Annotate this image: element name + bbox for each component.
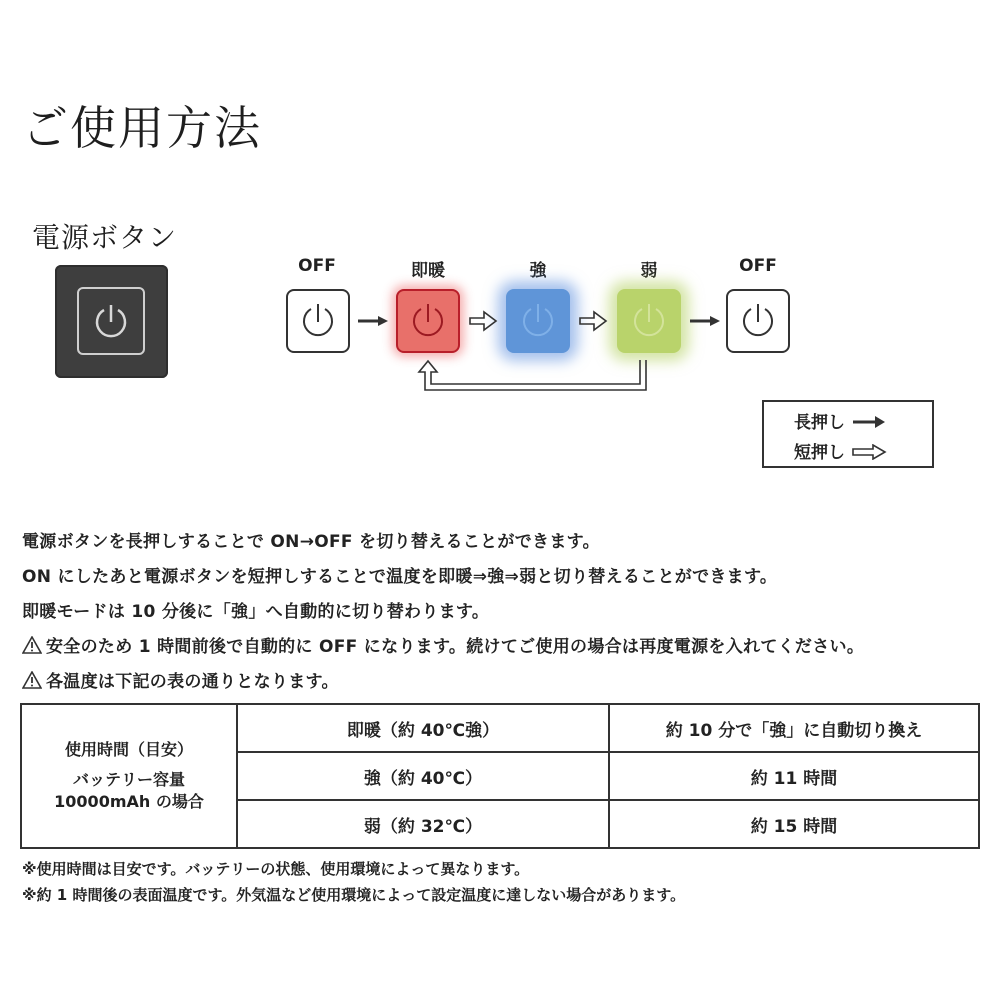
table-cell-mode: 即暖（約 40℃強） <box>237 704 609 752</box>
footnote-2: ※約 1 時間後の表面温度です。外気温など使用環境によって設定温度に達しない場合があります。 <box>22 886 686 904</box>
state-label-strong: 強 <box>529 261 547 281</box>
warning-icon <box>22 636 42 654</box>
short-press-arrow <box>580 312 606 330</box>
row-header-line-3: 10000mAh の場合 <box>54 792 204 811</box>
instruction-line-3: 即暖モードは 10 分後に「強」へ自動的に切り替わります。 <box>22 602 490 622</box>
table-row-header <box>21 704 237 848</box>
table-cell-mode: 強（約 40℃） <box>237 752 609 800</box>
table-row <box>21 704 979 752</box>
page-title: ご使用方法 <box>22 101 262 155</box>
table-cell-time: 約 15 時間 <box>609 800 979 848</box>
footnote-1: ※使用時間は目安です。バッテリーの状態、使用環境によって異なります。 <box>22 860 530 878</box>
state-label-weak: 弱 <box>640 261 658 281</box>
warning-text-1: 安全のため 1 時間前後で自動的に OFF になります。続けてご使用の場合は再度電源を入れてください。 <box>46 637 865 657</box>
instruction-line-1: 電源ボタンを長押しすることで ON→OFF を切り替えることができます。 <box>22 532 600 552</box>
table-cell-mode: 弱（約 32℃） <box>237 800 609 848</box>
state-label-quick-warm: 即暖 <box>411 261 445 281</box>
state-label-off-end: OFF <box>739 256 777 276</box>
legend-long-press <box>794 408 887 433</box>
legend-long-press-label: 長押し <box>794 413 845 433</box>
warning-icon <box>22 671 42 689</box>
warning-line-1 <box>22 632 864 657</box>
state-label-off-start: OFF <box>298 256 336 276</box>
power-button-label: 電源ボタン <box>32 221 178 254</box>
row-header-line-2: バッテリー容量 <box>72 770 185 789</box>
instruction-line-2: ON にしたあと電源ボタンを短押しすることで温度を即暖⇒強⇒弱と切り替えることができます。 <box>22 567 778 587</box>
hollow-arrow-icon <box>851 444 887 460</box>
warning-line-2 <box>22 667 339 692</box>
warning-text-2: 各温度は下記の表の通りとなります。 <box>46 672 339 692</box>
usage-time-table <box>20 703 980 849</box>
table-cell-time: 約 11 時間 <box>609 752 979 800</box>
solid-arrow-icon <box>851 415 887 429</box>
table-cell-time: 約 10 分で「強」に自動切り換え <box>609 704 979 752</box>
row-header-line-1: 使用時間（目安） <box>64 740 193 759</box>
legend-short-press <box>794 438 887 463</box>
legend-short-press-label: 短押し <box>794 443 845 463</box>
short-press-arrow <box>470 312 496 330</box>
arrow-legend <box>762 400 934 468</box>
loop-back-arrow <box>419 360 646 390</box>
